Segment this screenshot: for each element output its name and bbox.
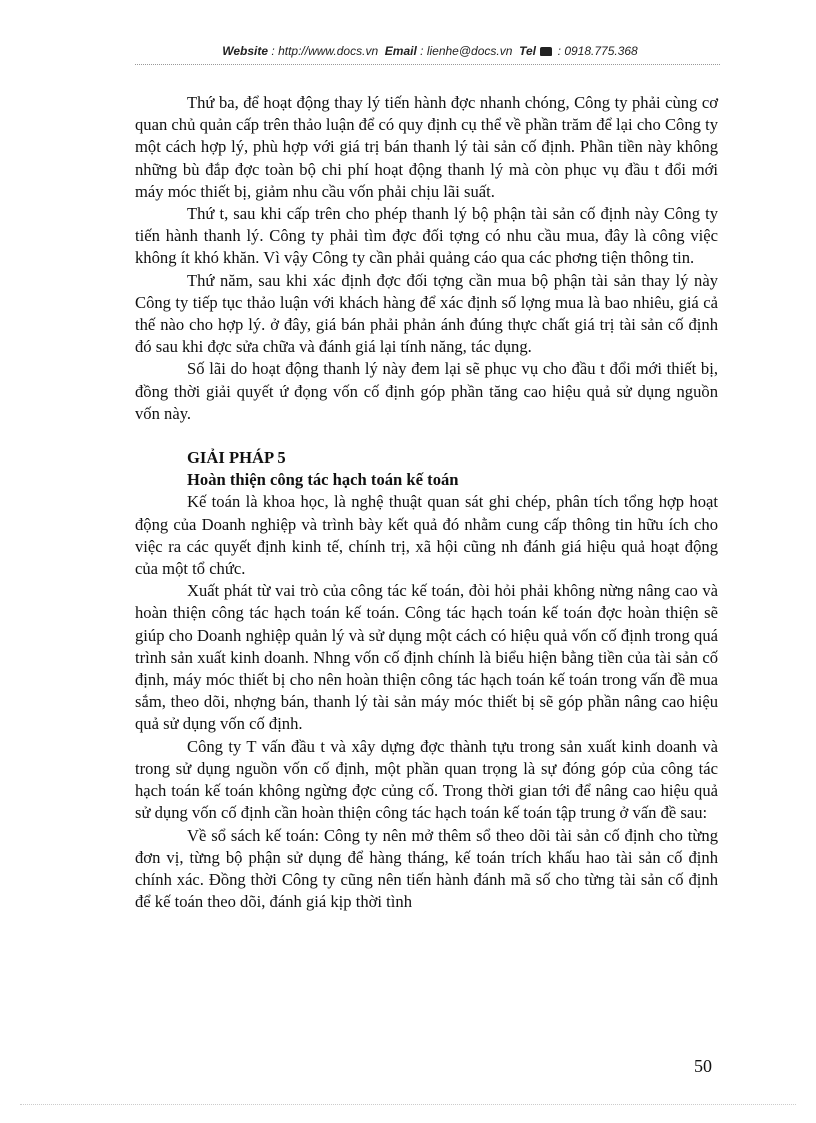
website-value: : http://www.docs.vn — [271, 44, 379, 58]
footer-divider — [20, 1104, 796, 1105]
tel-label: Tel — [519, 44, 536, 58]
paragraph: Kế toán là khoa học, là nghệ thuật quan sát ghi chép, phân tích tổng hợp hoạt động của Doanh nghiệp và trình bày kết quả đó nhằm cung cấp thông tin hữu ích cho việc ra các quyết định kinh tế, chính trị, xã hội cũng nh đánh giá hiệu quả hoạt động của một tổ chức. — [135, 492, 718, 579]
phone-icon — [540, 47, 552, 56]
paragraph: Thứ năm, sau khi xác định đợc đối tợng cần mua bộ phận tài sản thay lý này Công ty tiếp tục thảo luận với khách hàng để xác định số lợng mua là bao nhiêu, giá cả thế nào cho hợp lý. ở đây, giá bán phải phản ánh đúng thực chất giá trị tài sản cố định đó sau khi đợc sửa chữa và đánh giá lại tính năng, tác dụng. — [135, 270, 718, 357]
website-label: Website — [222, 44, 269, 58]
paragraph: Số lãi do hoạt động thanh lý này đem lại sẽ phục vụ cho đầu t đổi mới thiết bị, đồng thời giải quyết ứ đọng vốn cố định góp phần tăng cao hiệu quả sử dụng nguồn vốn này. — [135, 359, 718, 423]
document-body — [135, 92, 718, 913]
paragraph: Thứ ba, để hoạt động thay lý tiến hành đợc nhanh chóng, Công ty phải cùng cơ quan chủ quản cấp trên thảo luận để có quy định cụ thể về phần trăm để lại cho Công ty một cách hợp lý, phù hợp với giá trị bán thanh lý tài sản cố định. Phần tiền này không những bù đắp đợc toàn bộ chi phí hoạt động thanh lý mà còn phục vụ đầu t đổi mới máy móc thiết bị, giảm nhu cầu vốn phải chịu lãi suất. — [135, 93, 718, 201]
paragraph: Công ty T vấn đầu t và xây dựng đợc thành tựu trong sản xuất kinh doanh và trong sử dụng nguồn vốn cố định, một phần quan trọng là sự đóng góp của công tác hạch toán kế toán không ngừng đợc củng cố. Trong thời gian tới để nâng cao hiệu quả sử dụng vốn cố định cần hoàn thiện công tác hạch toán kế toán tập trung ở vấn đề sau: — [135, 736, 718, 823]
section-subtitle: Hoàn thiện công tác hạch toán kế toán — [187, 470, 459, 490]
section-title: GIẢI PHÁP 5 — [187, 448, 286, 468]
email-label: Email — [384, 44, 417, 58]
section-spacer — [135, 425, 718, 447]
email-value: : lienhe@docs.vn — [420, 44, 513, 58]
paragraph: Về sổ sách kế toán: Công ty nên mở thêm sổ theo dõi tài sản cố định cho từng đơn vị, từng bộ phận sử dụng để hàng tháng, kế toán trích khấu hao tài sản cố định chính xác. Đồng thời Công ty cũng nên tiến hành đánh mã số cho từng tài sản cố định để kế toán theo dõi, đánh giá kịp thời tình — [135, 825, 718, 912]
header-divider — [135, 64, 720, 65]
page-header — [130, 44, 730, 58]
paragraph: Thứ t, sau khi cấp trên cho phép thanh lý bộ phận tài sản cố định này Công ty tiến hành thanh lý. Công ty phải tìm đợc đối tợng có nhu cầu mua, đây là công việc không ít khó khăn. Vì vậy Công ty cần phải quảng cáo qua các phơng tiện thông tin. — [135, 204, 718, 268]
page-number: 50 — [694, 1056, 712, 1076]
tel-value: : 0918.775.368 — [557, 44, 638, 58]
paragraph: Xuất phát từ vai trò của công tác kế toán, đòi hỏi phải không nừng nâng cao và hoàn thiện công tác hạch toán kế toán. Công tác hạch toán kế toán đợc hoàn thiện sẽ giúp cho Doanh nghiệp quản lý và sử dụng một cách có hiệu quả vốn cố định trong quá trình sản xuất kinh doanh. Nhng vốn cố định chính là biểu hiện bằng tiền của tài sản cố định, máy móc thiết bị cho nên hoàn thiện công tác hạch toán kế toán trong vấn đề mua sắm, theo dõi, nhợng bán, thanh lý tài sản máy móc thiết bị sẽ góp phần nâng cao hiệu quả sử dụng vốn cố định. — [135, 581, 718, 734]
